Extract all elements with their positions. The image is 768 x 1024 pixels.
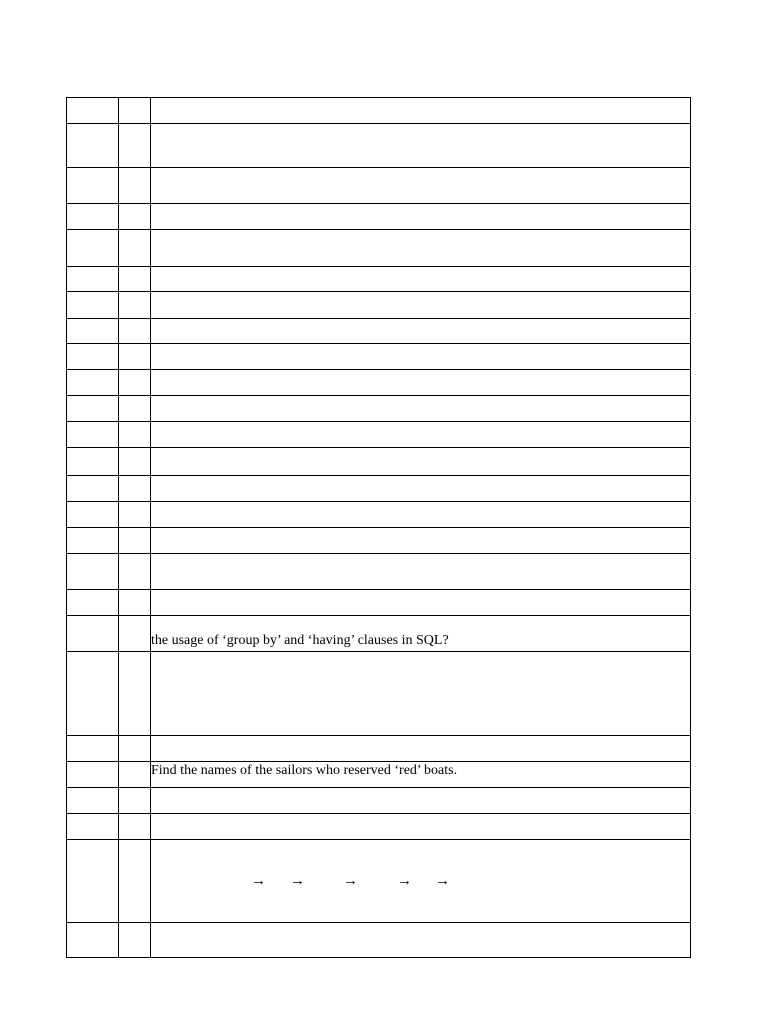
question-text-cell bbox=[151, 736, 691, 762]
question-number-cell bbox=[119, 267, 151, 292]
question-number-cell bbox=[119, 788, 151, 814]
table-row bbox=[67, 736, 691, 762]
unit-cell bbox=[67, 292, 119, 319]
table-row bbox=[67, 502, 691, 528]
question-table bbox=[66, 97, 691, 958]
question-text-cell bbox=[151, 319, 691, 344]
arrow-icon: → bbox=[251, 873, 266, 889]
question-text-cell bbox=[151, 267, 691, 292]
question-number-cell bbox=[119, 616, 151, 652]
question-text-cell: Find the names of the sailors who reserved ‘red’ boats. bbox=[151, 762, 691, 788]
question-text-cell bbox=[151, 370, 691, 396]
table-row bbox=[67, 762, 691, 788]
question-number-cell bbox=[119, 98, 151, 124]
question-number-cell bbox=[119, 590, 151, 616]
question-text-cell: the usage of ‘group by’ and ‘having’ clauses in SQL? bbox=[151, 616, 691, 652]
table-row bbox=[67, 98, 691, 124]
unit-cell bbox=[67, 124, 119, 168]
table-row bbox=[67, 923, 691, 958]
question-number-cell bbox=[119, 370, 151, 396]
unit-cell bbox=[67, 476, 119, 502]
arrow-icon: → bbox=[290, 873, 305, 889]
question-number-cell bbox=[119, 168, 151, 204]
question-text-cell bbox=[151, 124, 691, 168]
unit-cell bbox=[67, 554, 119, 590]
question-number-cell bbox=[119, 230, 151, 267]
unit-cell bbox=[67, 448, 119, 476]
question-text-cell bbox=[151, 554, 691, 590]
arrow-icon: → bbox=[343, 873, 358, 889]
question-number-cell bbox=[119, 476, 151, 502]
question-number-cell bbox=[119, 448, 151, 476]
question-text-cell bbox=[151, 590, 691, 616]
unit-cell bbox=[67, 652, 119, 736]
table-row bbox=[67, 168, 691, 204]
question-text-cell bbox=[151, 652, 691, 736]
table-row bbox=[67, 528, 691, 554]
question-number-cell bbox=[119, 528, 151, 554]
unit-cell bbox=[67, 788, 119, 814]
table-row bbox=[67, 344, 691, 370]
unit-cell bbox=[67, 204, 119, 230]
table-row bbox=[67, 267, 691, 292]
unit-cell bbox=[67, 319, 119, 344]
question-text-cell bbox=[151, 344, 691, 370]
question-number-cell bbox=[119, 292, 151, 319]
unit-cell bbox=[67, 590, 119, 616]
unit-cell bbox=[67, 762, 119, 788]
unit-cell bbox=[67, 98, 119, 124]
table-row bbox=[67, 788, 691, 814]
unit-cell bbox=[67, 528, 119, 554]
question-text-cell bbox=[151, 788, 691, 814]
question-text-cell bbox=[151, 502, 691, 528]
arrow-icon: → bbox=[435, 873, 450, 889]
table-row bbox=[67, 292, 691, 319]
unit-cell bbox=[67, 230, 119, 267]
question-text-cell bbox=[151, 448, 691, 476]
table-row bbox=[67, 590, 691, 616]
question-number-cell bbox=[119, 840, 151, 923]
table-row bbox=[67, 319, 691, 344]
question-text-cell bbox=[151, 396, 691, 422]
question-number-cell bbox=[119, 344, 151, 370]
unit-cell bbox=[67, 396, 119, 422]
question-text-cell bbox=[151, 422, 691, 448]
table-row bbox=[67, 124, 691, 168]
question-text-cell bbox=[151, 840, 691, 923]
table-row bbox=[67, 840, 691, 923]
table-row bbox=[67, 448, 691, 476]
question-number-cell bbox=[119, 814, 151, 840]
unit-cell bbox=[67, 736, 119, 762]
question-text-cell bbox=[151, 230, 691, 267]
table-row bbox=[67, 370, 691, 396]
question-text-cell bbox=[151, 923, 691, 958]
question-number-cell bbox=[119, 554, 151, 590]
question-text-cell bbox=[151, 98, 691, 124]
arrow-icon: → bbox=[397, 873, 412, 889]
question-number-cell bbox=[119, 422, 151, 448]
question-text-cell bbox=[151, 168, 691, 204]
unit-cell bbox=[67, 344, 119, 370]
table-row bbox=[67, 616, 691, 652]
question-number-cell bbox=[119, 736, 151, 762]
question-number-cell bbox=[119, 652, 151, 736]
table-row bbox=[67, 422, 691, 448]
table-row bbox=[67, 476, 691, 502]
question-number-cell bbox=[119, 923, 151, 958]
unit-cell bbox=[67, 616, 119, 652]
unit-cell bbox=[67, 923, 119, 958]
table-row bbox=[67, 814, 691, 840]
question-number-cell bbox=[119, 319, 151, 344]
unit-cell bbox=[67, 168, 119, 204]
unit-cell bbox=[67, 502, 119, 528]
unit-cell bbox=[67, 422, 119, 448]
table-row bbox=[67, 554, 691, 590]
table-row bbox=[67, 396, 691, 422]
question-number-cell bbox=[119, 204, 151, 230]
question-number-cell bbox=[119, 396, 151, 422]
question-text-cell bbox=[151, 204, 691, 230]
unit-cell bbox=[67, 814, 119, 840]
question-number-cell bbox=[119, 762, 151, 788]
question-text-cell bbox=[151, 528, 691, 554]
table-row bbox=[67, 230, 691, 267]
question-text-cell bbox=[151, 476, 691, 502]
table-row bbox=[67, 204, 691, 230]
question-text-cell bbox=[151, 814, 691, 840]
question-number-cell bbox=[119, 124, 151, 168]
question-number-cell bbox=[119, 502, 151, 528]
table-row bbox=[67, 652, 691, 736]
unit-cell bbox=[67, 370, 119, 396]
unit-cell bbox=[67, 840, 119, 923]
unit-cell bbox=[67, 267, 119, 292]
question-text-cell bbox=[151, 292, 691, 319]
